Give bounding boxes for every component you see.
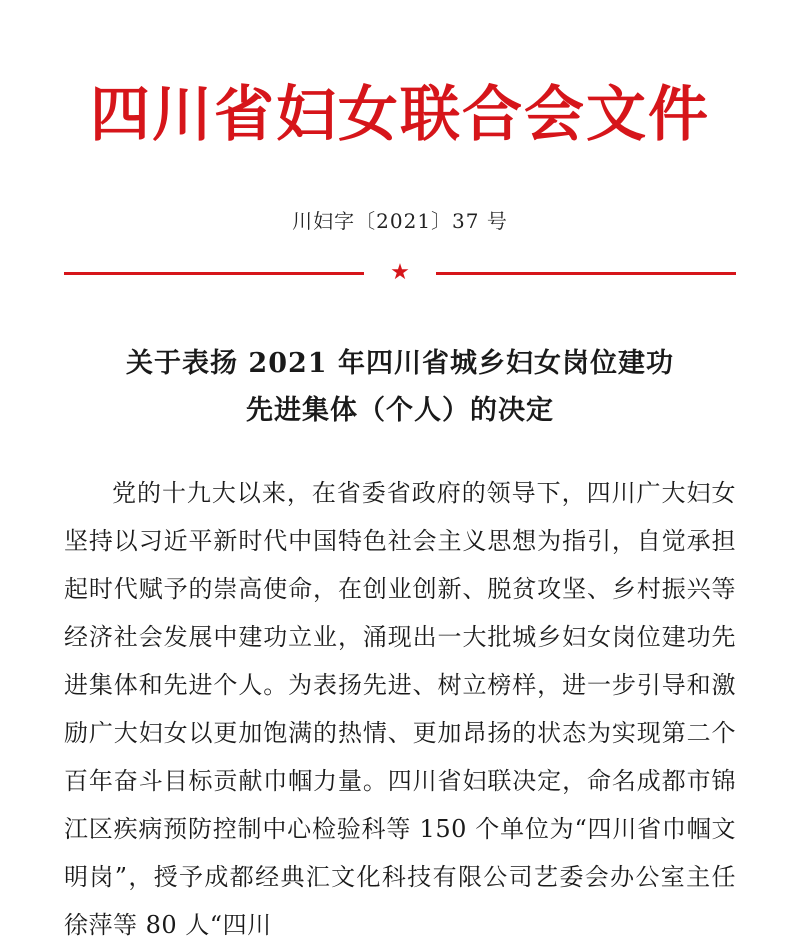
document-number: 川妇字〔2021〕37 号 — [292, 209, 508, 233]
divider-line-left — [64, 272, 364, 275]
subject-line-2: 先进集体（个人）的决定 — [246, 395, 554, 427]
document-body — [64, 435, 736, 949]
body-paragraph: 党的十九大以来，在省委省政府的领导下，四川广大妇女坚持以习近平新时代中国特色社会主义思想为指引，自觉承担起时代赋予的崇高使命，在创业创新、脱贫攻坚、乡村振兴等经济社会发展中建功立业，涌现出一大批城乡妇女岗位建功先进集体和先进个人。为表扬先进、树立榜样，进一步引导和激励广大妇女以更加饱满的热情、更加昂扬的状态为实现第二个百年奋斗目标贡献巾帼力量。四川省妇联决定，命名成都市锦江区疾病预防控制中心检验科等 150 个单位为“四川省巾帼文明岗”，授予成都经典汇文化科技有限公司艺委会办公室主任徐萍等 80 人“四川 — [64, 478, 736, 939]
red-divider-rule — [64, 260, 736, 285]
star-icon: ★ — [390, 260, 410, 285]
subject-line-1: 关于表扬 2021 年四川省城乡妇女岗位建功 — [126, 348, 674, 379]
document-subject — [64, 282, 736, 435]
divider-line-right — [436, 272, 736, 275]
document-title: 四川省妇女联合会文件 — [90, 80, 710, 150]
